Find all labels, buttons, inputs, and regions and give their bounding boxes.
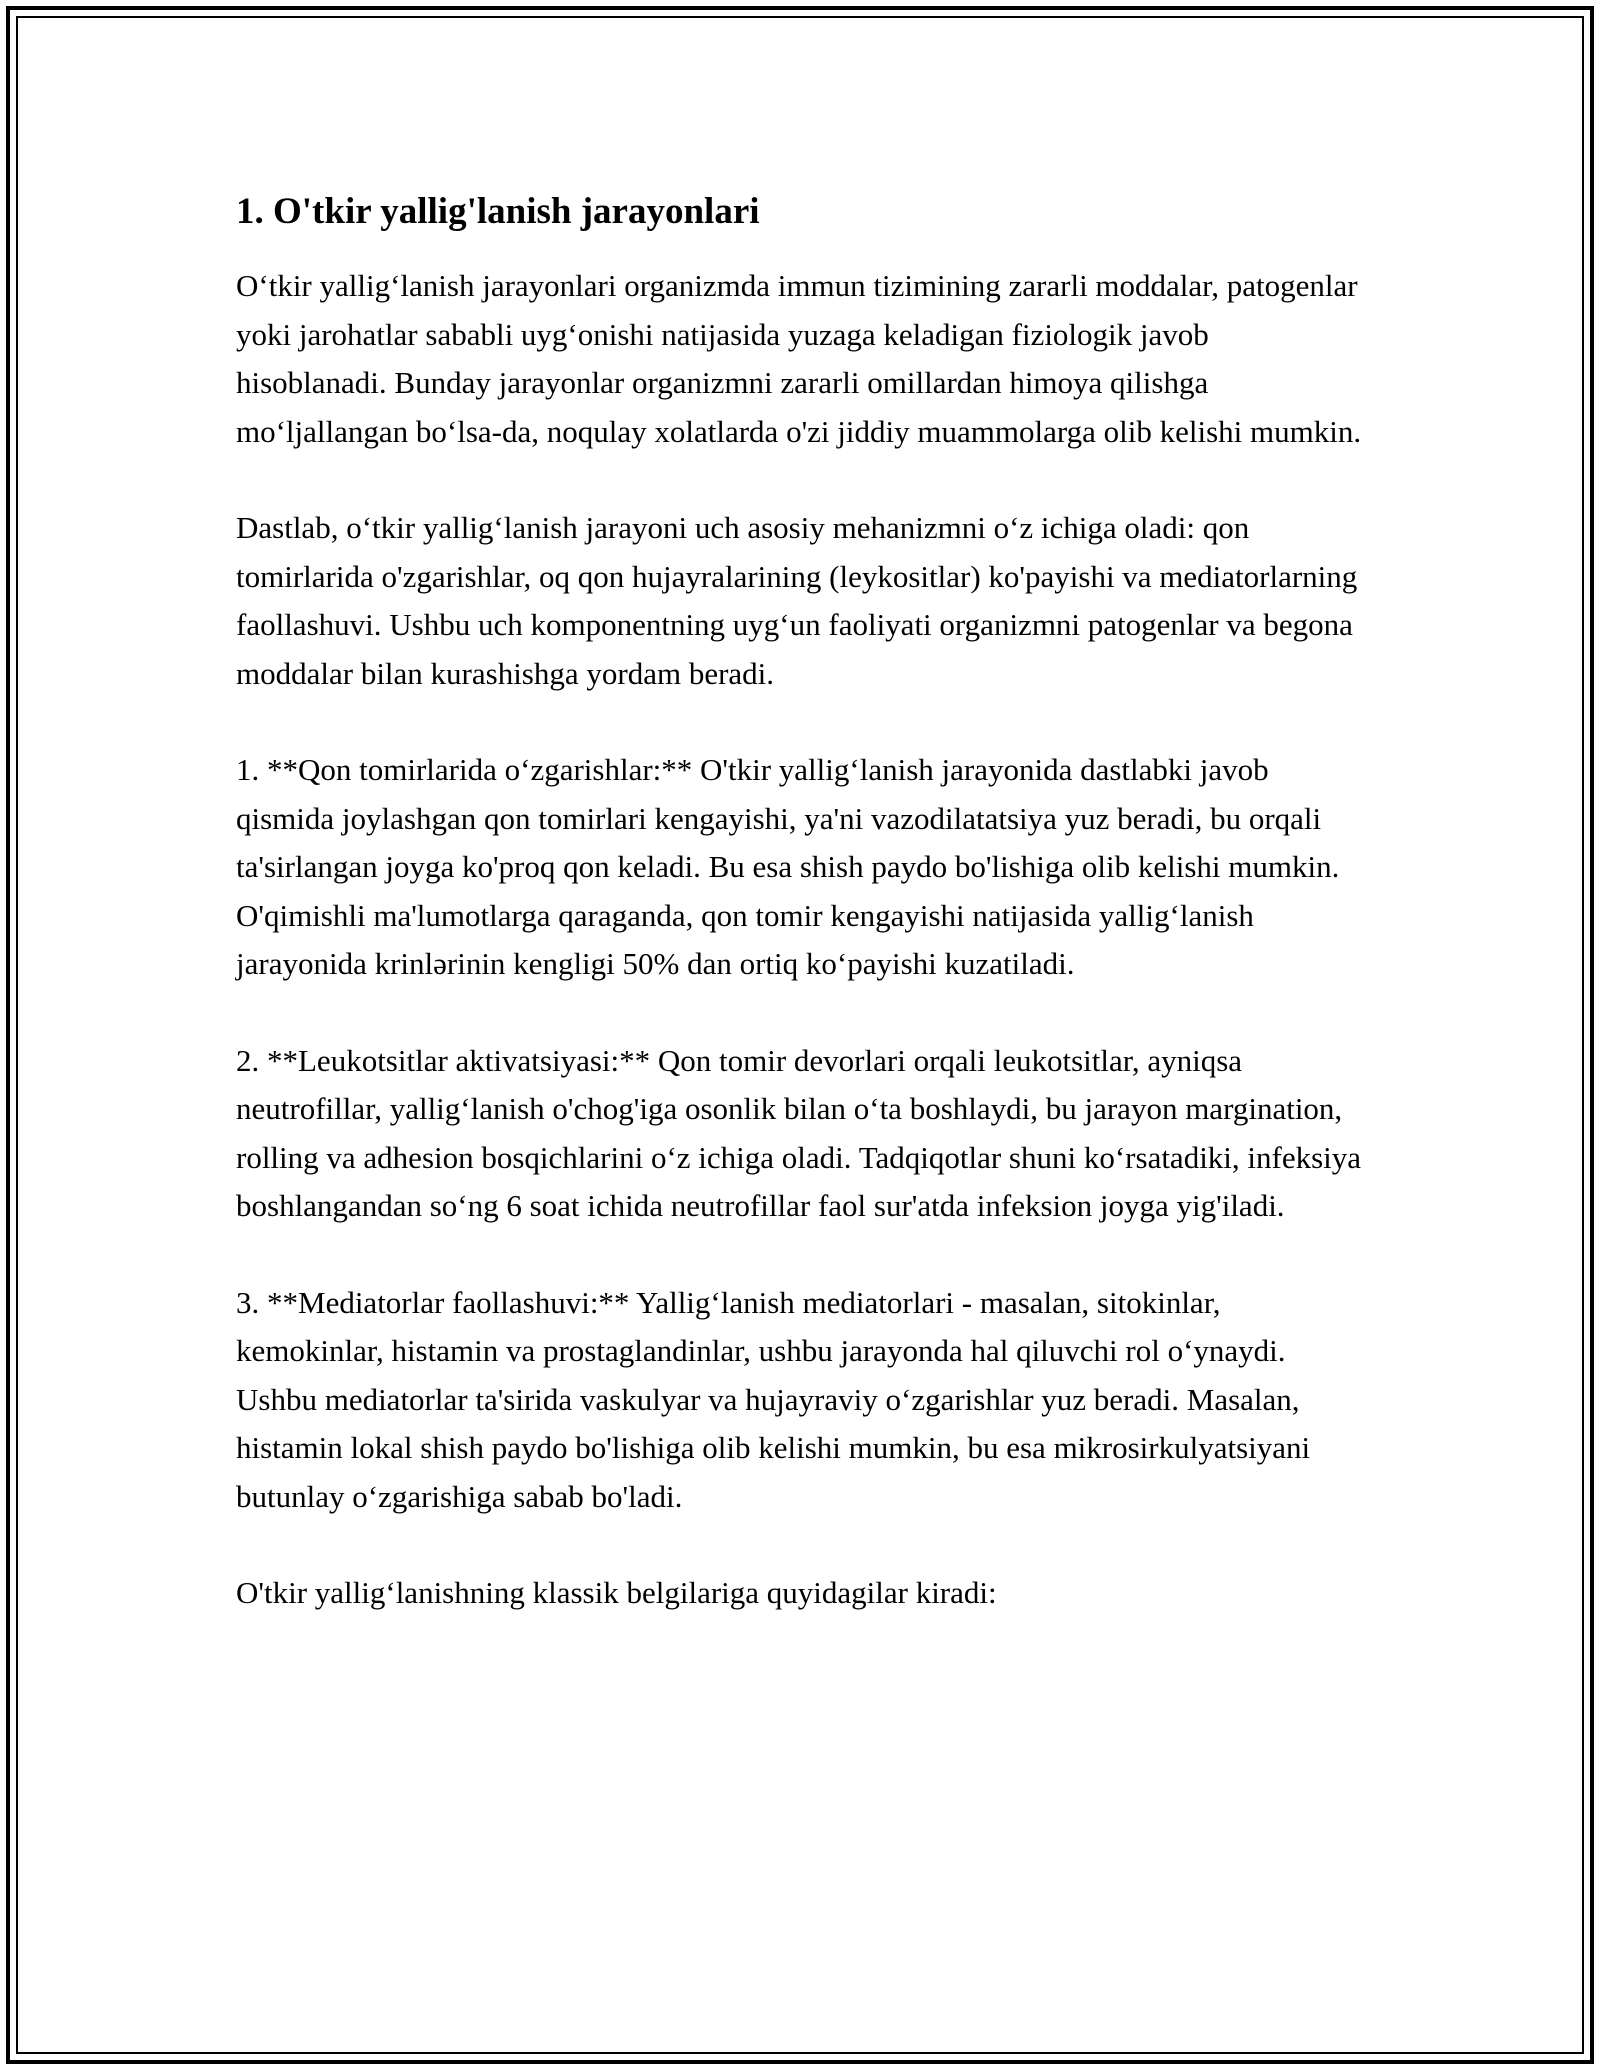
paragraph-classic-signs: O'tkir yallig‘lanishning klassik belgilariga quyidagilar kiradi: [236, 1575, 997, 1610]
paragraph-mechanisms: Dastlab, o‘tkir yallig‘lanish jarayoni uch asosiy mehanizmni o‘z ichiga oladi: qon tomirlarida o'zgarishlar, oq qon hujayralarining (leykositlar) ko'payishi va mediatorlarning faollashuvi. Ushbu uch komponentning uyg‘un faoliyati organizmni patogenlar va begona moddalar bilan kurashishga yordam beradi. [236, 510, 1358, 691]
paragraph-vascular-changes: 1. **Qon tomirlarida o‘zgarishlar:** O'tkir yallig‘lanish jarayonida dastlabki javob qismida joylashgan qon tomirlari kengayishi, ya'ni vazodilatatsiya yuz beradi, bu orqali ta'sirlangan joyga ko'proq qon keladi. Bu esa shish paydo bo'lishiga olib kelishi mumkin. O'qimishli ma'lumotlarga qaraganda, qon tomir kengayishi natijasida yallig‘lanish jarayonida krinlərinin kengligi 50% dan ortiq ko‘payishi kuzatiladi. [236, 752, 1340, 981]
section-heading: 1. O'tkir yallig'lanish jarayonlari [236, 191, 760, 232]
paragraph-intro: O‘tkir yallig‘lanish jarayonlari organizmda immun tizimining zararli moddalar, patogenlar yoki jarohatlar sababli uyg‘onishi natijasida yuzaga keladigan fiziologik javob hisoblanadi. Bunday jarayonlar organizmni zararli omillardan himoya qilishga mo‘ljallangan bo‘lsa-da, noqulay xolatlarda o'zi jiddiy muammolarga olib kelishi mumkin. [236, 268, 1362, 449]
paragraph-mediators: 3. **Mediatorlar faollashuvi:** Yallig‘lanish mediatorlari - masalan, sitokinlar, kemokinlar, histamin va prostaglandinlar, ushbu jarayonda hal qiluvchi rol o‘ynaydi. Ushbu mediatorlar ta'sirida vaskulyar va hujayraviy o‘zgarishlar yuz beradi. Masalan, histamin lokal shish paydo bo'lishiga olib kelishi mumkin, bu esa mikrosirkulyatsiyani butunlay o‘zgarishiga sabab bo'ladi. [236, 1284, 1311, 1514]
paragraph-leukocyte-activation: 2. **Leukotsitlar aktivatsiyasi:** Qon tomir devorlari orqali leukotsitlar, ayniqsa neutrofillar, yallig‘lanish o'chog'iga osonlik bilan o‘ta boshlaydi, bu jarayon margination, rolling va adhesion bosqichlarini o‘z ichiga oladi. Tadqiqotlar shuni ko‘rsatadiki, infeksiya boshlangandan so‘ng 6 soat ichida neutrofillar faol sur'atda infeksion joyga yig'iladi. [236, 1042, 1362, 1223]
document-body [236, 186, 1366, 1666]
